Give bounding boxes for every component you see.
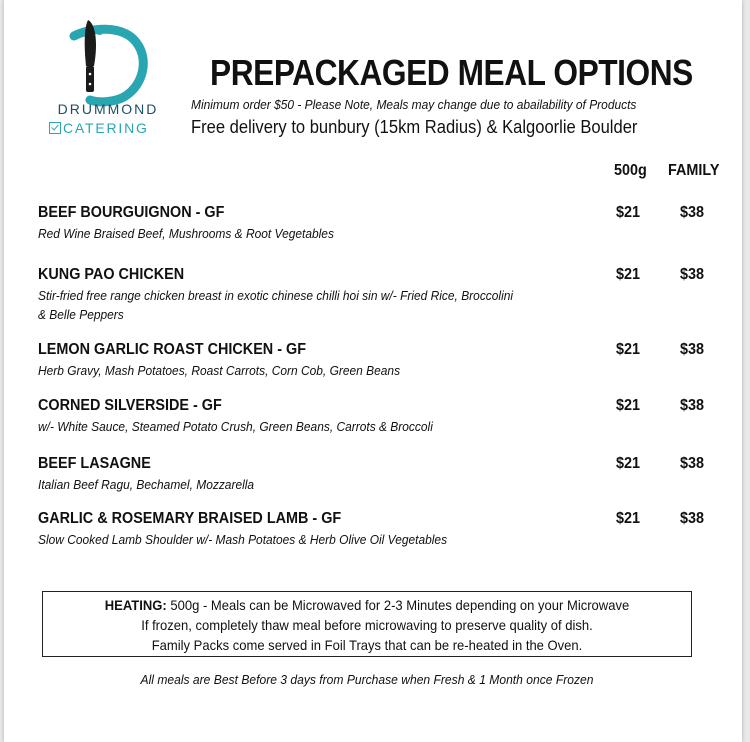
meal-name: BEEF BOURGUIGNON - GF [38, 204, 225, 221]
minimum-order-note: Minimum order $50 - Please Note, Meals may change due to abailability of Products [191, 97, 637, 112]
menu-sheet [4, 0, 742, 742]
price-family: $38 [680, 266, 705, 283]
price-500g: $21 [616, 397, 641, 414]
meal-name: BEEF LASAGNE [38, 455, 151, 472]
price-500g: $21 [616, 266, 641, 283]
price-family: $38 [680, 204, 705, 221]
heating-label: HEATING: [104, 597, 167, 613]
checkbox-icon [49, 122, 61, 134]
price-500g: $21 [616, 204, 641, 221]
logo-name: DRUMMOND [57, 101, 159, 117]
meal-name: LEMON GARLIC ROAST CHICKEN - GF [38, 341, 306, 358]
logo-subname [49, 119, 167, 136]
meal-name: CORNED SILVERSIDE - GF [38, 397, 222, 414]
meal-description: Italian Beef Ragu, Bechamel, Mozzarella [38, 477, 255, 492]
logo-subname-text: CATERING [63, 119, 149, 136]
best-before-note: All meals are Best Before 3 days from Purchase when Fresh & 1 Month once Frozen [140, 672, 594, 687]
meal-description: w/- White Sauce, Steamed Potato Crush, Green Beans, Carrots & Broccoli [38, 419, 433, 434]
price-family: $38 [680, 510, 705, 527]
price-family: $38 [680, 455, 705, 472]
price-500g: $21 [616, 341, 641, 358]
price-500g: $21 [616, 455, 641, 472]
meal-description: Herb Gravy, Mash Potatoes, Roast Carrots, Corn Cob, Green Beans [38, 363, 401, 378]
heating-text-1: 500g - Meals can be Microwaved for 2-3 Minutes depending on your Microwave [170, 597, 630, 613]
heating-line-2: If frozen, completely thaw meal before microwaving to preserve quality of dish. [141, 617, 593, 633]
meal-description-cont: & Belle Peppers [38, 307, 124, 322]
meal-name: GARLIC & ROSEMARY BRAISED LAMB - GF [38, 510, 342, 527]
delivery-note: Free delivery to bunbury (15km Radius) & Kalgoorlie Boulder [191, 117, 638, 137]
column-header-family: FAMILY [668, 162, 720, 179]
heating-line-3: Family Packs come served in Foil Trays that can be re-heated in the Oven. [151, 637, 583, 653]
column-header-500g: 500g [614, 162, 647, 179]
meal-name: KUNG PAO CHICKEN [38, 266, 185, 283]
price-family: $38 [680, 397, 705, 414]
meal-description: Stir-fried free range chicken breast in exotic chinese chilli hoi sin w/- Fried Rice, Broccolini [38, 288, 514, 303]
price-500g: $21 [616, 510, 641, 527]
heating-instructions-box [42, 591, 692, 657]
price-family: $38 [680, 341, 705, 358]
page-title: PREPACKAGED MEAL OPTIONS [210, 52, 693, 93]
meal-description: Red Wine Braised Beef, Mushrooms & Root Vegetables [38, 226, 334, 241]
heating-line-1 [66, 595, 669, 615]
meal-description: Slow Cooked Lamb Shoulder w/- Mash Potatoes & Herb Olive Oil Vegetables [38, 532, 448, 547]
